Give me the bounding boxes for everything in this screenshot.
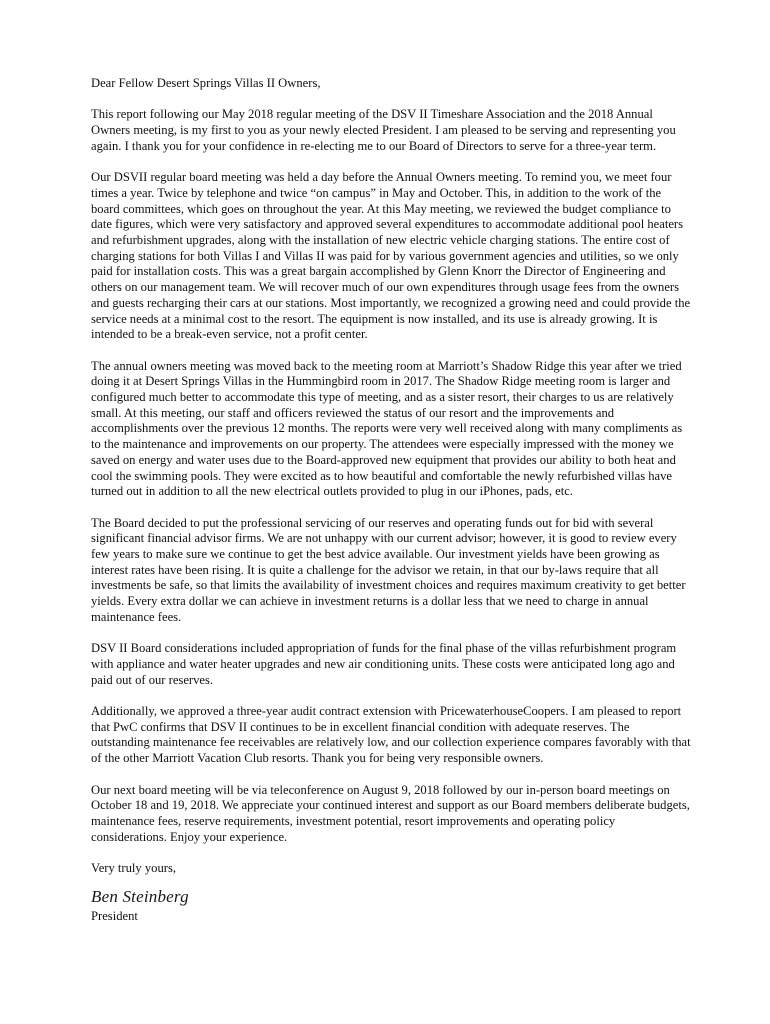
paragraph-audit: Additionally, we approved a three-year audit contract extension with PricewaterhouseCoopers. I am pleased to report that PwC confirms that DSV II continues to be in excellent financial condition with adequate reserves. The outstanding maintenance fee receivables are relatively low, and our collection experience compares favorably with that of the other Marriott Vacation Club resorts. Thank you for being very responsible owners. <box>91 704 691 766</box>
signer-title: President <box>91 908 138 923</box>
salutation: Dear Fellow Desert Springs Villas II Owners, <box>91 76 321 90</box>
paragraph-reserves: The Board decided to put the professional servicing of our reserves and operating funds out for bid with several significant financial advisor firms. We are not unhappy with our current advisor; however, it is good to review every few years to make sure we continue to get the best advice available. Our investment yields have been growing as interest rates have been rising. It is quite a challenge for the advisor we retain, in that our by-laws require that all investments be safe, so that limits the availability of investment choices and requires maximum creativity to get better yields. Every extra dollar we can achieve in investment returns is a dollar less that we need to charge in annual maintenance fees. <box>91 515 686 624</box>
paragraph-intro: This report following our May 2018 regular meeting of the DSV II Timeshare Association and the 2018 Annual Owners meeting, is my first to you as your newly elected President. I am pleased to be serving and representing you again. I thank you for your confidence in re-electing me to our Board of Directors to serve for a three-year term. <box>91 107 676 153</box>
signature: Ben Steinberg <box>91 886 189 906</box>
paragraph-board-meeting: Our DSVII regular board meeting was held a day before the Annual Owners meeting. To remind you, we meet four times a year. Twice by telephone and twice “on campus” in May and October. This, in addition to the work of the board committees, which goes on throughout the year. At this May meeting, we reviewed the budget compliance to date figures, which were very satisfactory and approved several expenditures to accommodate additional pool heaters and refurbishment upgrades, along with the installation of new electric vehicle charging stations. The entire cost of charging stations for both Villas I and Villas II was paid for by various government agencies and utilities, so we only paid for installation costs. This was a great bargain accomplished by Glenn Knorr the Director of Engineering and others on our management team. We will recover much of our own expenditures through usage fees from the owners and guests recharging their cars at our stations. Most importantly, we recognized a growing need and could provide the service needs at a minimal cost to the resort. The equipment is now installed, and its use is already growing. It is intended to be a break-even service, not a profit center. <box>91 170 691 342</box>
paragraph-refurbishment: DSV II Board considerations included appropriation of funds for the final phase of the villas refurbishment program with appliance and water heater upgrades and new air conditioning units. These costs were anticipated long ago and paid out of our reserves. <box>91 641 677 687</box>
letter-body <box>91 76 691 924</box>
closing: Very truly yours, <box>91 861 176 876</box>
paragraph-next-meeting: Our next board meeting will be via teleconference on August 9, 2018 followed by our in-person board meetings on October 18 and 19, 2018. We appreciate your continued interest and support as our Board members deliberate budgets, maintenance fees, reserve requirements, investment potential, resort improvements and operating policy considerations. Enjoy your experience. <box>91 782 690 844</box>
paragraph-annual-meeting: The annual owners meeting was moved back to the meeting room at Marriott’s Shadow Ridge this year after we tried doing it at Desert Springs Villas in the Hummingbird room in 2017. The Shadow Ridge meeting room is larger and configured much better to accommodate this type of meeting, and as a sister resort, their charges to us are relatively small. At this meeting, our staff and officers reviewed the status of our resort and the improvements and accomplishments over the previous 12 months. The reports were very well received along with many compliments as to the maintenance and improvements on our property. The attendees were especially impressed with the money we saved on energy and water uses due to the Board-approved new equipment that provides our ability to both heat and cool the swimming pools. They were excited as to how beautiful and comfortable the newly refurbished villas have turned out in addition to all the new electrical outlets provided to plug in our iPhones, pads, etc. <box>91 358 683 499</box>
